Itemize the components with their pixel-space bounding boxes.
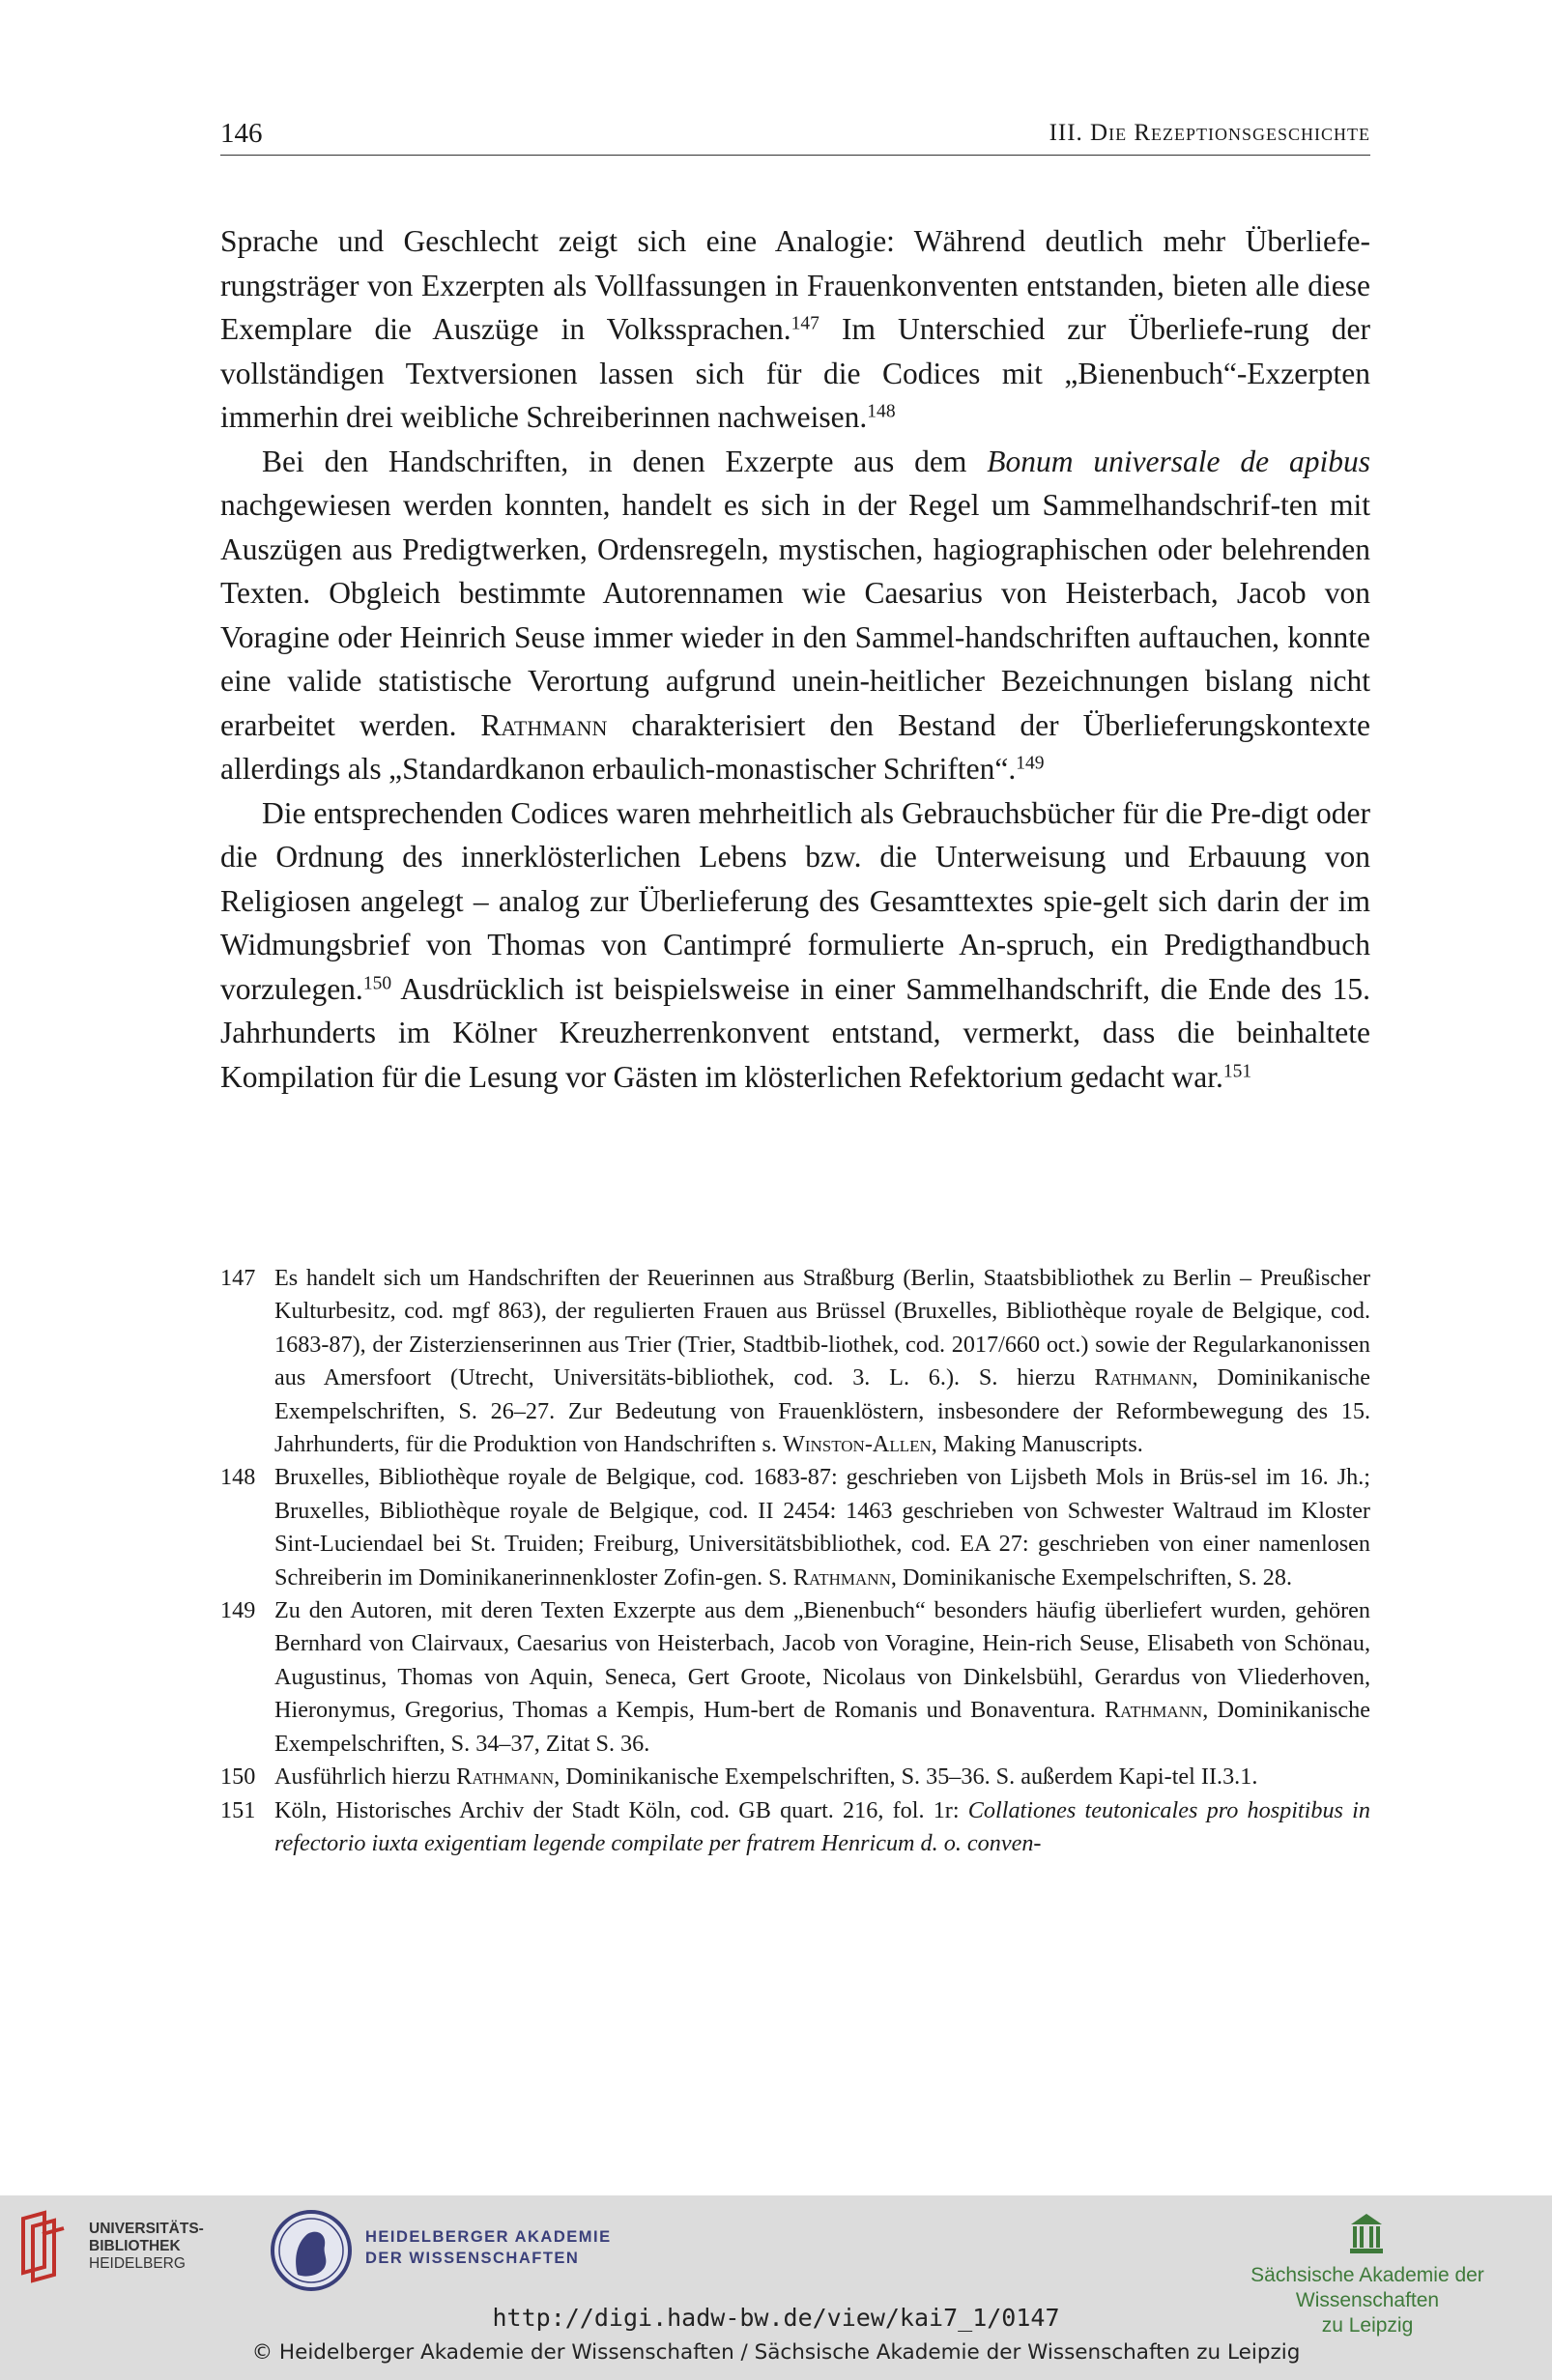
- ub-line-3: HEIDELBERG: [89, 2255, 186, 2272]
- author-name: Rathmann: [480, 707, 608, 742]
- hadw-medallion-icon: [265, 2205, 358, 2297]
- work-title: Bonum universale de apibus: [987, 444, 1370, 478]
- text-run: Im Unterschied zur Überliefe-rung der vollständigen Textversionen lassen sich für die Codices mit „Bienenbuch“-Exzerpten immerhin drei weibliche Schreiberinnen nachweisen.: [220, 312, 1370, 434]
- saw-line-2: zu Leipzig: [1321, 2314, 1414, 2337]
- paragraph-2: [220, 440, 1370, 791]
- footnotes: [220, 1262, 1370, 1860]
- author-name: Rathmann: [1094, 1364, 1193, 1391]
- text-run: Bruxelles, Bibliothèque royale de Belgique, cod. 1683-87: geschrieben von Lijsbeth Mols in Brüs-sel im 16. Jh.; Bruxelles, Bibliothèque royale de Belgique, cod. II 2454: 1463 geschrieben von Schwester Waltraud im Kloster Sint-Luciendael bei St. Truiden; Freiburg, Universitätsbibliothek, cod. EA 27: geschrieben von einer namenlosen Schreiberin im Dominikanerinnenkloster Zofin-gen. S.: [274, 1464, 1370, 1591]
- text-run: , Dominikanische Exempelschriften, S. 35–36. S. außerdem Kapi-tel II.3.1.: [554, 1763, 1258, 1791]
- latin-quote: Collationes teutonicales pro hospitibus in refectorio iuxta exigentiam legende compilate per fratrem Henricum d. o. conven-: [274, 1796, 1370, 1856]
- paragraph-3: [220, 791, 1370, 1100]
- hadw-logo-text: [365, 2226, 612, 2269]
- page-number: 146: [220, 118, 263, 149]
- ub-heidelberg-logo-icon: [15, 2209, 75, 2286]
- text-run: , Dominikanische Exempelschriften, S. 28.: [890, 1563, 1292, 1591]
- footnote-number: 147: [220, 1265, 256, 1291]
- text-run: Bei den Handschriften, in denen Exzerpte aus dem: [262, 444, 988, 478]
- footnote-number: 148: [220, 1464, 256, 1491]
- author-name: Rathmann: [792, 1563, 891, 1591]
- ub-line-1: UNIVERSITÄTS-: [89, 2221, 204, 2237]
- copyright-notice: © Heidelberger Akademie der Wissenschaften / Sächsische Akademie der Wissenschaften zu Leipzig: [251, 2340, 1301, 2365]
- hadw-logo[interactable]: [265, 2205, 632, 2297]
- saw-line-1: Sächsische Akademie der Wissenschaften: [1250, 2264, 1484, 2311]
- main-text: [220, 219, 1370, 1099]
- hadw-line-2: DER WISSENSCHAFTEN: [365, 2250, 580, 2267]
- saw-building-icon: [1347, 2211, 1386, 2255]
- author-name: Rathmann: [456, 1763, 555, 1791]
- footnote-149: [220, 1594, 1370, 1761]
- footnote-151: [220, 1794, 1370, 1861]
- page-header: [220, 116, 1370, 156]
- text-run: Zu den Autoren, mit deren Texten Exzerpte aus dem „Bienenbuch“ besonders häufig überliefert wurden, gehören Bernhard von Clairvaux, Caesarius von Heisterbach, Jacob von Voragine, Hein-rich Seuse, Elisabeth von Schönau, Augustinus, Thomas von Aquin, Seneca, Gert Groote, Nicolaus von Dinkelsbühl, Gerardus von Vliederhoven, Hieronymus, Gregorius, Thomas a Kempis, Hum-bert de Romanis und Bonaventura.: [274, 1597, 1370, 1724]
- footnote-number: 150: [220, 1763, 256, 1791]
- hadw-line-1: HEIDELBERGER AKADEMIE: [365, 2228, 612, 2246]
- running-head: III. Die Rezeptionsgeschichte: [1049, 120, 1370, 146]
- footnote-number: 151: [220, 1796, 256, 1823]
- text-run: Ausführlich hierzu: [274, 1763, 457, 1791]
- text-run: Ausdrücklich ist beispielsweise in einer Sammelhandschrift, die Ende des 15. Jahrhunderts im Kölner Kreuzherrenkonvent entstand, vermerkt, dass die beinhaltete Kompilation für die Lesung vor Gästen im klösterlichen Refektorium gedacht war.: [220, 971, 1370, 1094]
- text-run: nachgewiesen werden konnten, handelt es sich in der Regel um Sammelhandschrif-ten mit Auszügen aus Predigtwerken, Ordensregeln, mystischen, hagiographischen oder belehrenden Texten. Obgleich bestimmte Autorennamen wie Caesarius von Heisterbach, Jacob von Voragine oder Heinrich Seuse immer wieder in den Sammel-handschriften auftauchen, konnte eine valide statistische Verortung aufgrund unein-heitlicher Bezeichnungen bislang nicht erarbeitet werden.: [220, 488, 1370, 742]
- footnote-147: [220, 1262, 1370, 1461]
- text-run: Es handelt sich um Handschriften der Reuerinnen aus Straßburg (Berlin, Staatsbibliothek zu Berlin – Preußischer Kulturbesitz, cod. mgf 863), der regulierten Frauen aus Brüssel (Bruxelles, Bibliothèque royale de Belgique, cod. 1683-87), der Zisterzienserinnen aus Trier (Trier, Stadtbib-liothek, cod. 2017/660 oct.) sowie der Regularkanonissen aus Amersfoort (Utrecht, Universitäts-bibliothek, cod. 3. L. 6.). S. hierzu: [274, 1265, 1370, 1391]
- paragraph-1: [220, 219, 1370, 440]
- source-url-link[interactable]: http://digi.hadw-bw.de/view/kai7_1/0147: [492, 2304, 1060, 2332]
- footer-band: [0, 2195, 1552, 2380]
- text-run: , Dominikanische Exempelschriften, S. 34–37, Zitat S. 36.: [274, 1697, 1370, 1757]
- author-name: Winston-Allen: [782, 1431, 932, 1458]
- footnote-ref-151[interactable]: 151: [1222, 1060, 1252, 1081]
- footnote-150: [220, 1761, 1370, 1793]
- text-run: , Dominikanische Exempelschriften, S. 26–27. Zur Bedeutung von Frauenklöstern, insbesondere der Reformbewegung des 15. Jahrhunderts, für die Produktion von Handschriften s.: [274, 1364, 1371, 1458]
- footnote-ref-147[interactable]: 147: [790, 313, 819, 334]
- ub-logo-text: [89, 2221, 204, 2273]
- footnote-ref-150[interactable]: 150: [362, 972, 392, 993]
- text-run: charakterisiert den Bestand der Überlieferungskontexte allerdings als „Standardkanon erbaulich-monastischer Schriften“.: [220, 707, 1370, 786]
- text-run: Köln, Historisches Archiv der Stadt Köln, cod. GB quart. 216, fol. 1r:: [274, 1796, 968, 1823]
- footnote-number: 149: [220, 1597, 256, 1624]
- text-run: Sprache und Geschlecht zeigt sich eine Analogie: Während deutlich mehr Überliefe-rungsträger von Exzerpten als Vollfassungen in Frauenkonventen entstanden, bieten alle diese Exemplare die Auszüge in Volkssprachen.: [220, 224, 1370, 346]
- text-run: Die entsprechenden Codices waren mehrheitlich als Gebrauchsbücher für die Pre-digt oder die Ordnung des innerklösterlichen Lebens bzw. die Unterweisung und Erbauung von Religiosen angelegt – analog zur Überlieferung des Gesamttextes spie-gelt sich darin der im Widmungsbrief von Thomas von Cantimpré formulierte An-spruch, ein Predigthandbuch vorzulegen.: [220, 795, 1370, 1006]
- footnote-148: [220, 1461, 1370, 1594]
- ub-heidelberg-logo[interactable]: [15, 2209, 218, 2286]
- text-run: , Making Manuscripts.: [931, 1431, 1143, 1458]
- ub-line-2: BIBLIOTHEK: [89, 2238, 181, 2254]
- footnote-ref-149[interactable]: 149: [1016, 753, 1045, 774]
- footnote-ref-148[interactable]: 148: [867, 401, 896, 422]
- author-name: Rathmann: [1105, 1697, 1203, 1724]
